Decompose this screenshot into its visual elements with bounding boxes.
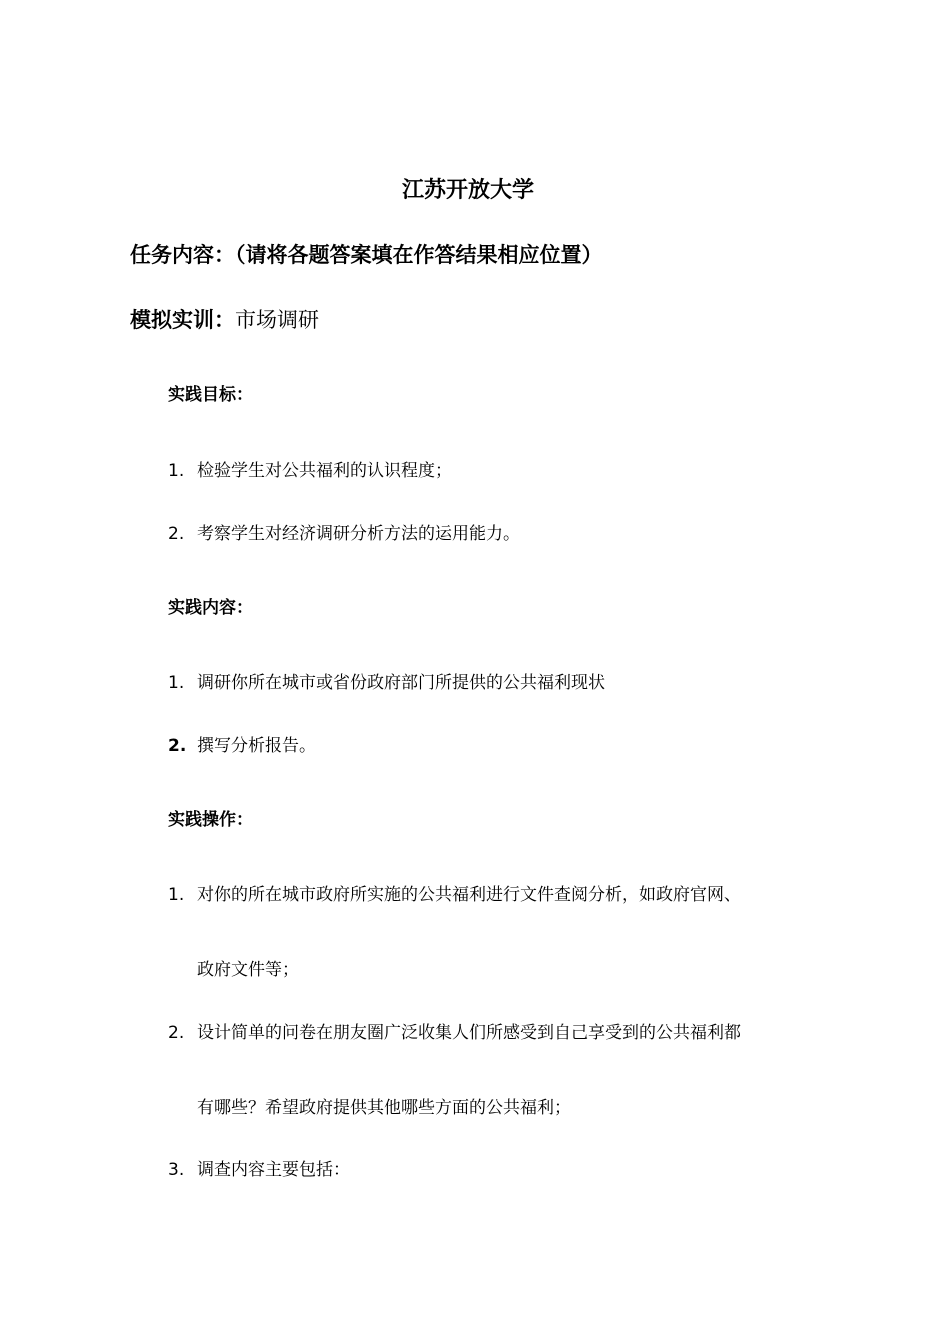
- content-item-1-number: 1.: [168, 673, 185, 693]
- goals-item-2-number: 2.: [168, 524, 185, 544]
- goals-item-2-text: 考察学生对经济调研分析方法的运用能力。: [197, 524, 520, 544]
- task-note: （请将各题答案填在作答结果相应位置）: [235, 243, 603, 267]
- goals-item-1-number: 1.: [168, 461, 185, 481]
- content-item-2-number: 2.: [168, 736, 187, 756]
- document-title: 江苏开放大学: [402, 178, 535, 203]
- operation-item-1-number: 1.: [168, 885, 185, 905]
- training-label: 模拟实训：: [130, 308, 235, 332]
- goals-item-1-text: 检验学生对公共福利的认识程度；: [197, 461, 452, 481]
- task-label: 任务内容：: [130, 243, 235, 267]
- task-line: [130, 245, 603, 266]
- operation-item-3-number: 3.: [168, 1160, 185, 1180]
- content-item-2-text: 撰写分析报告。: [197, 736, 316, 756]
- content-heading: 实践内容：: [168, 598, 253, 618]
- operation-item-1-line-1: 对你的所在城市政府所实施的公共福利进行文件查阅分析，如政府官网、: [197, 885, 741, 905]
- operation-heading: 实践操作：: [168, 810, 253, 830]
- operation-item-2-line-2: 有哪些？希望政府提供其他哪些方面的公共福利；: [197, 1098, 571, 1118]
- training-value: 市场调研: [235, 308, 319, 332]
- goals-heading: 实践目标：: [168, 385, 253, 405]
- training-line: [130, 310, 319, 331]
- operation-item-2-line-1: 设计简单的问卷在朋友圈广泛收集人们所感受到自己享受到的公共福利都: [197, 1023, 741, 1043]
- content-item-1-text: 调研你所在城市或省份政府部门所提供的公共福利现状: [197, 673, 605, 693]
- operation-item-2-number: 2.: [168, 1023, 185, 1043]
- operation-item-1-line-2: 政府文件等；: [197, 960, 299, 980]
- operation-item-3-line-1: 调查内容主要包括：: [197, 1160, 350, 1180]
